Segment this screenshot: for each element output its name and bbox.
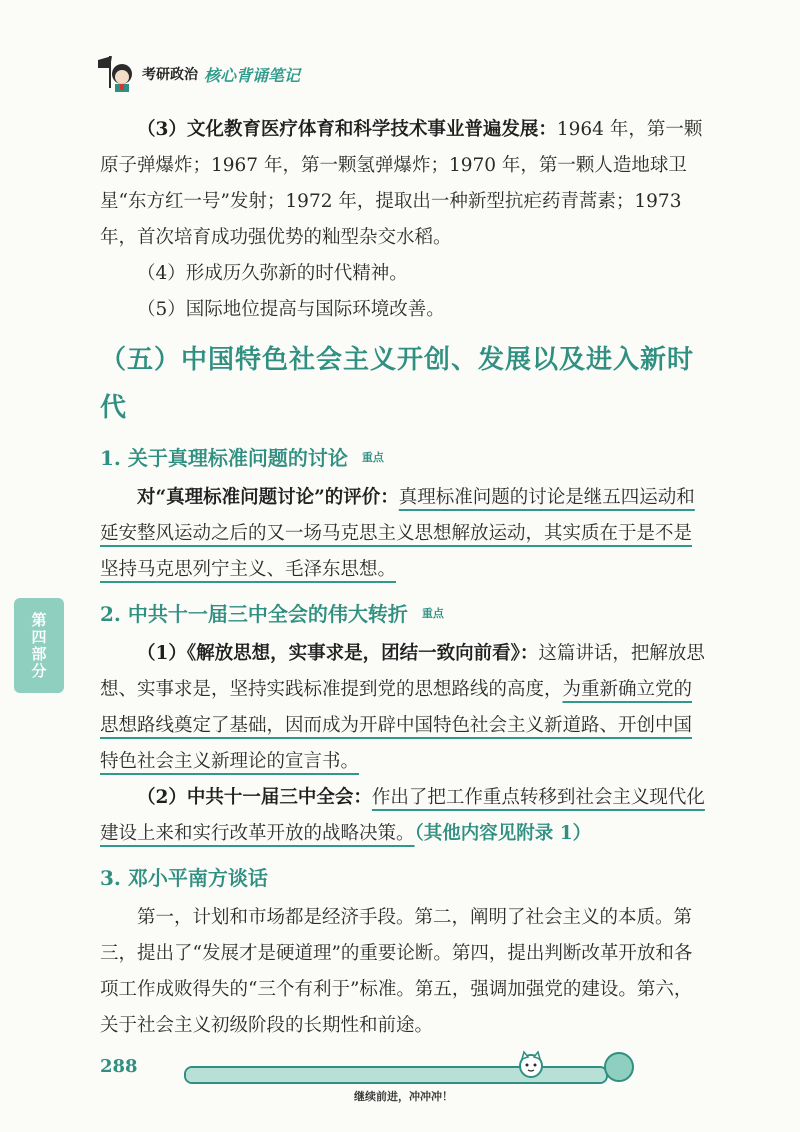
heading-southern-tour (100, 856, 708, 900)
heading-truth-standard (100, 436, 708, 480)
progress-end-knob-icon (604, 1052, 634, 1082)
paragraph-plenum-body: 作出了把工作重点转移到社会主义现代化建设上来和实行改革开放的战略决策。 (100, 787, 705, 844)
book-subtitle: 核心背诵笔记 (204, 65, 301, 85)
key-point-badge: 重点 (361, 451, 384, 464)
heading-truth-standard-text: 1. 关于真理标准问题的讨论 (100, 446, 348, 470)
page-content (100, 112, 708, 1044)
mascot-flag-icon (96, 54, 136, 94)
paragraph-truth-heading: 对“真理标准问题讨论”的评价： (137, 487, 399, 508)
heading-third-plenum (100, 592, 708, 636)
paragraph-plenum-heading: （2）中共十一届三中全会： (137, 787, 372, 808)
cat-mascot-icon (516, 1050, 546, 1084)
paragraph-culture (100, 112, 708, 256)
section-title: （五）中国特色社会主义开创、发展以及进入新时代 (100, 345, 695, 423)
page-header (96, 52, 300, 96)
paragraph-speech-body-a: 这篇讲话，把解放思想、实事求是，坚持实践标准提到党的思想路线的高度， (100, 643, 705, 700)
paragraph-spirit: （4）形成历久弥新的时代精神。 (137, 263, 408, 284)
paragraph-culture-heading: （3）文化教育医疗体育和科学技术事业普遍发展： (137, 119, 557, 140)
page-number: 288 (100, 1056, 138, 1077)
paragraph-speech (100, 636, 708, 780)
heading-third-plenum-text: 2. 中共十一届三中全会的伟大转折 (100, 602, 408, 626)
key-point-badge: 重点 (421, 607, 444, 620)
paragraph-international: （5）国际地位提高与国际环境改善。 (137, 299, 445, 320)
paragraph-truth-evaluation (100, 480, 708, 588)
paragraph-truth-body: 真理标准问题的讨论是继五四运动和延安整风运动之后的又一场马克思主义思想解放运动，其实质在于是不是坚持马克思列宁主义、毛泽东思想。 (100, 487, 695, 580)
side-section-tab: 第四部分 (14, 598, 64, 693)
heading-southern-tour-text: 3. 邓小平南方谈话 (100, 866, 268, 890)
footer-slogan: 继续前进，冲冲冲！ (354, 1090, 453, 1103)
paragraph-southern-tour: 第一，计划和市场都是经济手段。第二，阐明了社会主义的本质。第三，提出了“发展才是硬道理”的重要论断。第四，提出判断改革开放和各项工作成败得失的“三个有利于”标准。第五，强调加强党的建设。第六，关于社会主义初级阶段的长期性和前途。 (100, 907, 693, 1036)
appendix-note: （其他内容见附录 1） (414, 823, 592, 844)
paragraph-culture-body: 1964 年，第一颗原子弹爆炸；1967 年，第一颗氢弹爆炸；1970 年，第一颗人造地球卫星“东方红一号”发射；1972 年，提取出一种新型抗疟药青蒿素；1973 年，首次培育成功强优势的籼型杂交水稻。 (100, 119, 703, 248)
book-title: 考研政治 (142, 67, 198, 83)
paragraph-speech-heading: （1）《解放思想，实事求是，团结一致向前看》： (137, 643, 539, 664)
paragraph-plenum (100, 780, 708, 852)
paragraph-speech-body-b: 为重新确立党的思想路线奠定了基础，因而成为开辟中国特色社会主义新道路、开创中国特色社会主义新理论的宣言书。 (100, 679, 693, 772)
